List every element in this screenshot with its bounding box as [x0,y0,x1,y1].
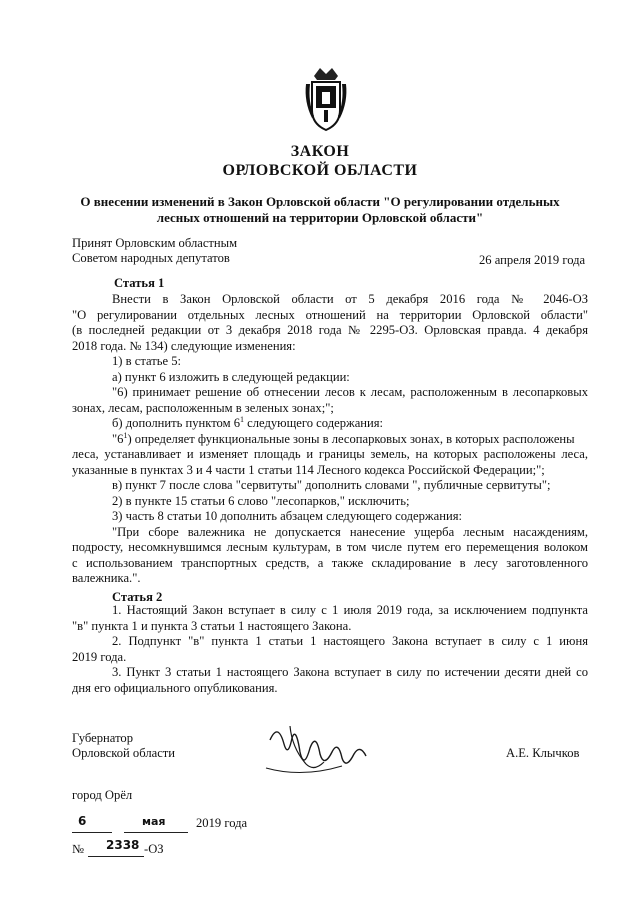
handwritten-signature [262,718,374,782]
quote-part-8-cont: валежника.". [72,571,141,585]
article-1-body [72,292,588,587]
article-2-point-1-cont: "в" пункта 1 и пункта 3 статьи 1 настоящего Закона. [72,618,352,633]
quote-point-6-1-cont: леса, устанавливает и изменяет площадь и границы земель, на которых расположены леса, [72,447,588,461]
article-2-point-3-cont: дня его официального опубликования. [72,680,278,695]
adopted-by-line1: Принят Орловским областным [72,236,238,250]
signatory-position: Губернатор [72,731,133,745]
amendment-item-1a: а) пункт 6 изложить в следующей редакции: [112,369,350,384]
amendment-item-3: 3) часть 8 статьи 10 дополнить абзацем следующего содержания: [112,509,462,523]
adopted-by-line2: Советом народных депутатов [72,251,230,265]
date-day-field: 6 [72,816,112,833]
article-2-point-3: 3. Пункт 3 статьи 1 настоящего Закона вступает в силу по истечении десяти дней со [112,665,588,679]
article-2-point-1: 1. Настоящий Закон вступает в силу с 1 июля 2019 года, за исключением подпункта [112,603,588,617]
quote-part-8-cont: с использованием транспортных средств, а также складирование в лесу заготовленного [72,555,588,570]
quote-part-8: "При сборе валежника не допускается нанесение ущерба лесным насаждениям, [112,524,588,539]
law-subtitle: О внесении изменений в Закон Орловской области "О регулировании отдельных лесных отношений на территории Орловской области" [80,194,560,225]
signatory-region: Орловской области [72,746,176,760]
number-suffix: -ОЗ [144,842,164,856]
article-2-point-2-cont: 2019 года. [72,649,127,664]
article-1-intro-line: (в последней редакции от 3 декабря 2018 года № 2295-ОЗ. Орловская правда. 4 декабря [72,323,588,337]
quote-point-6: "6) принимает решение об отнесении лесов к лесам, расположенным в лесопарковых [112,385,588,399]
amendment-item-2: 2) в пункте 15 статьи 6 слово "лесопарков," исключить; [112,493,410,508]
quote-point-6-cont: зонах, лесам, расположенным в зеленых зонах;"; [72,400,334,415]
quote-point-6-1-cont: указанные в пунктах 3 и 4 части 1 статьи 114 Лесного кодекса Российской Федерации;"; [72,462,545,477]
article-1-intro-line: "О регулировании отдельных лесных отношений на территории Орловской области" [72,307,588,322]
article-1-intro-line: 2018 года. № 134) следующие изменения: [72,338,296,353]
amendment-item-1b: б) дополнить пунктом $6^1$ следующего содержания: [112,414,384,430]
law-title: ЗАКОН [290,143,350,160]
article-2-point-2: 2. Подпункт "в" пункта 1 статьи 1 настоящего Закона вступает в силу с 1 июня [112,634,588,648]
article-1-intro-line: Внести в Закон Орловской области от 5 декабря 2016 года № 2046-ОЗ [112,292,588,306]
amendment-item-1: 1) в статье 5: [112,354,182,368]
city: город Орёл [72,788,133,802]
date-month-field: мая [124,816,188,833]
adopted-date: 26 апреля 2019 года [479,253,586,267]
quote-part-8-cont: подросту, несомкнувшимся лесным культурам, в том числе путем его перемещения волоком [72,540,588,554]
article-2-heading: Статья 2 [112,590,163,604]
number-prefix: № [72,842,85,856]
quote-point-6-1: "$6^1$) определяет функциональные зоны в лесопарковых зонах, в которых расположены [112,430,575,446]
law-number-field: 2338 [88,840,144,857]
amendment-item-1c: в) пункт 7 после слова "сервитуты" дополнить словами ", публичные сервитуты"; [112,478,551,492]
signatory-name: А.Е. Клычков [506,746,580,760]
article-2-body [72,603,588,696]
region-title: ОРЛОВСКОЙ ОБЛАСТИ [222,162,418,179]
article-1-heading: Статья 1 [114,276,165,290]
date-year: 2019 года [196,816,248,830]
coat-of-arms-emblem [302,62,350,134]
